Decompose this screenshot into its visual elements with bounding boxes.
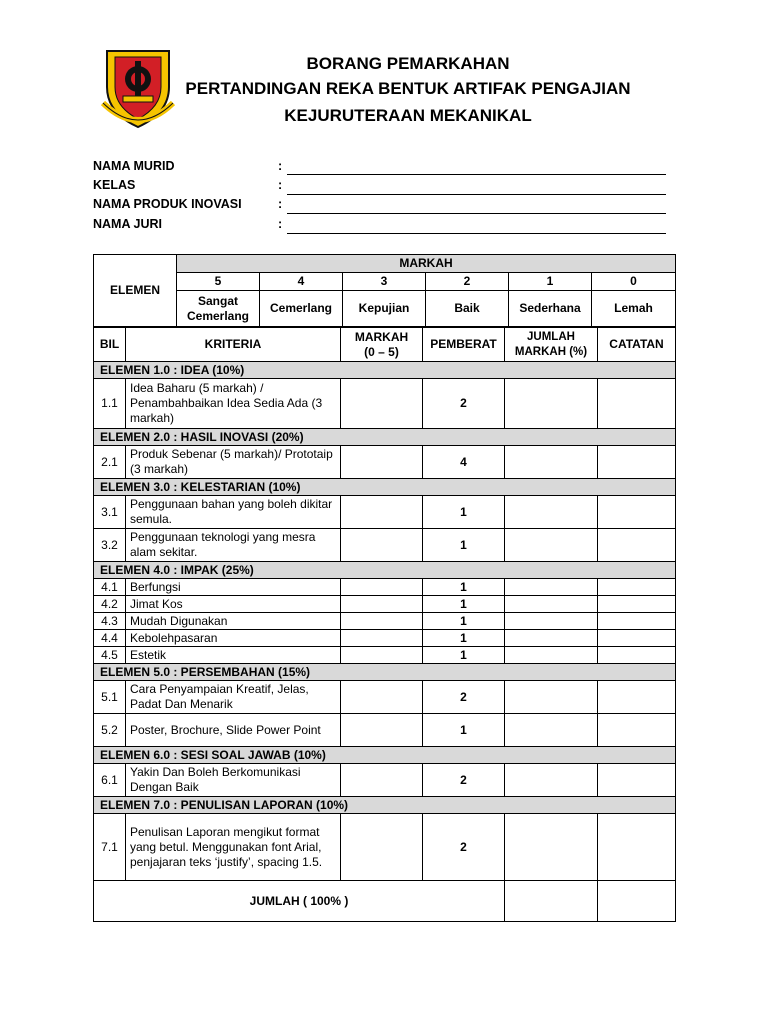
catatan-cell[interactable] [598,379,676,429]
scale-table [93,254,676,327]
catatan-cell[interactable] [598,496,676,529]
point-2: 2 [426,273,509,291]
jumlah-cell[interactable] [505,613,598,630]
markah-cell[interactable] [341,596,423,613]
jumlah-cell[interactable] [505,630,598,647]
catatan-cell[interactable] [598,681,676,714]
table-row: 1.1 Idea Baharu (5 markah) / Penambahbaikan Idea Sedia Ada (3 markah) 2 [94,379,676,429]
total-jumlah-cell[interactable] [505,881,598,922]
catatan-cell[interactable] [598,647,676,664]
point-1: 1 [509,273,592,291]
subject-title: KEJURUTERAAN MEKANIKAL [284,106,532,125]
grade-kepujian: Kepujian [343,291,426,327]
table-row: 4.1 Berfungsi 1 [94,579,676,596]
jumlah-cell[interactable] [505,446,598,479]
point-5: 5 [177,273,260,291]
table-row: 4.2 Jimat Kos 1 [94,596,676,613]
table-row: 3.1 Penggunaan bahan yang boleh dikitar semula. 1 [94,496,676,529]
nama-produk-input[interactable] [287,213,666,214]
table-row: 5.2 Poster, Brochure, Slide Power Point 1 [94,714,676,747]
catatan-cell[interactable] [598,579,676,596]
nama-murid-input[interactable] [287,174,666,175]
catatan-cell[interactable] [598,529,676,562]
markah-header: MARKAH [177,255,676,273]
col-catatan: CATATAN [598,328,676,362]
grade-cemerlang: Cemerlang [260,291,343,327]
markah-cell[interactable] [341,613,423,630]
jumlah-cell[interactable] [505,764,598,797]
col-jumlah: JUMLAH MARKAH (%) [505,328,598,362]
markah-cell[interactable] [341,681,423,714]
section-header: ELEMEN 1.0 : IDEA (10%) [94,362,676,379]
markah-cell[interactable] [341,496,423,529]
catatan-cell[interactable] [598,613,676,630]
table-row: 4.3 Mudah Digunakan 1 [94,613,676,630]
jumlah-cell[interactable] [505,579,598,596]
catatan-cell[interactable] [598,764,676,797]
table-row: 5.1 Cara Penyampaian Kreatif, Jelas, Padat Dan Menarik 2 [94,681,676,714]
point-0: 0 [592,273,676,291]
total-catatan-cell[interactable] [598,881,676,922]
markah-cell[interactable] [341,714,423,747]
table-row: 3.2 Penggunaan teknologi yang mesra alam sekitar. 1 [94,529,676,562]
markah-cell[interactable] [341,529,423,562]
table-row: 4.5 Estetik 1 [94,647,676,664]
field-colon: : [278,159,283,173]
elemen-header: ELEMEN [94,255,177,327]
competition-title: PERTANDINGAN REKA BENTUK ARTIFAK PENGAJIAN [185,79,631,98]
markah-cell[interactable] [341,630,423,647]
section-header: ELEMEN 5.0 : PERSEMBAHAN (15%) [94,664,676,681]
kelas-input[interactable] [287,194,666,195]
col-markah: MARKAH (0 – 5) [341,328,423,362]
catatan-cell[interactable] [598,714,676,747]
markah-cell[interactable] [341,814,423,881]
catatan-cell[interactable] [598,596,676,613]
catatan-cell[interactable] [598,446,676,479]
field-label-kelas: KELAS [93,178,136,192]
jumlah-cell[interactable] [505,814,598,881]
markah-cell[interactable] [341,764,423,797]
grade-sangat-cemerlang: Sangat Cemerlang [177,291,260,327]
markah-cell[interactable] [341,579,423,596]
table-row: 2.1 Produk Sebenar (5 markah)/ Prototaip (3 markah) 4 [94,446,676,479]
grade-lemah: Lemah [592,291,676,327]
col-pemberat: PEMBERAT [423,328,505,362]
total-row [94,881,676,922]
field-label-nama-produk: NAMA PRODUK INOVASI [93,197,242,211]
section-header: ELEMEN 3.0 : KELESTARIAN (10%) [94,479,676,496]
grade-baik: Baik [426,291,509,327]
nama-juri-input[interactable] [287,233,666,234]
criteria-table [93,327,676,922]
markah-cell[interactable] [341,379,423,429]
field-colon: : [278,197,283,211]
jumlah-cell[interactable] [505,714,598,747]
field-label-nama-murid: NAMA MURID [93,159,175,173]
jumlah-cell[interactable] [505,596,598,613]
point-4: 4 [260,273,343,291]
point-3: 3 [343,273,426,291]
section-header: ELEMEN 6.0 : SESI SOAL JAWAB (10%) [94,747,676,764]
markah-cell[interactable] [341,647,423,664]
field-colon: : [278,217,283,231]
table-row: 4.4 Kebolehpasaran 1 [94,630,676,647]
jumlah-cell[interactable] [505,681,598,714]
table-row: 6.1 Yakin Dan Boleh Berkomunikasi Dengan Baik 2 [94,764,676,797]
catatan-cell[interactable] [598,630,676,647]
section-header: ELEMEN 2.0 : HASIL INOVASI (20%) [94,429,676,446]
field-colon: : [278,178,283,192]
table-row: 7.1 Penulisan Laporan mengikut format yang betul. Menggunakan font Arial, penjajaran teks ‘justify’, spacing 1.5. 2 [94,814,676,881]
markah-cell[interactable] [341,446,423,479]
jumlah-cell[interactable] [505,647,598,664]
total-label: JUMLAH ( 100% ) [94,881,505,922]
catatan-cell[interactable] [598,814,676,881]
form-title: BORANG PEMARKAHAN [306,54,510,73]
jumlah-cell[interactable] [505,529,598,562]
col-bil: BIL [94,328,126,362]
grade-sederhana: Sederhana [509,291,592,327]
field-label-nama-juri: NAMA JURI [93,217,162,231]
jumlah-cell[interactable] [505,496,598,529]
section-header: ELEMEN 7.0 : PENULISAN LAPORAN (10%) [94,797,676,814]
col-kriteria: KRITERIA [126,328,341,362]
section-header: ELEMEN 4.0 : IMPAK (25%) [94,562,676,579]
jumlah-cell[interactable] [505,379,598,429]
